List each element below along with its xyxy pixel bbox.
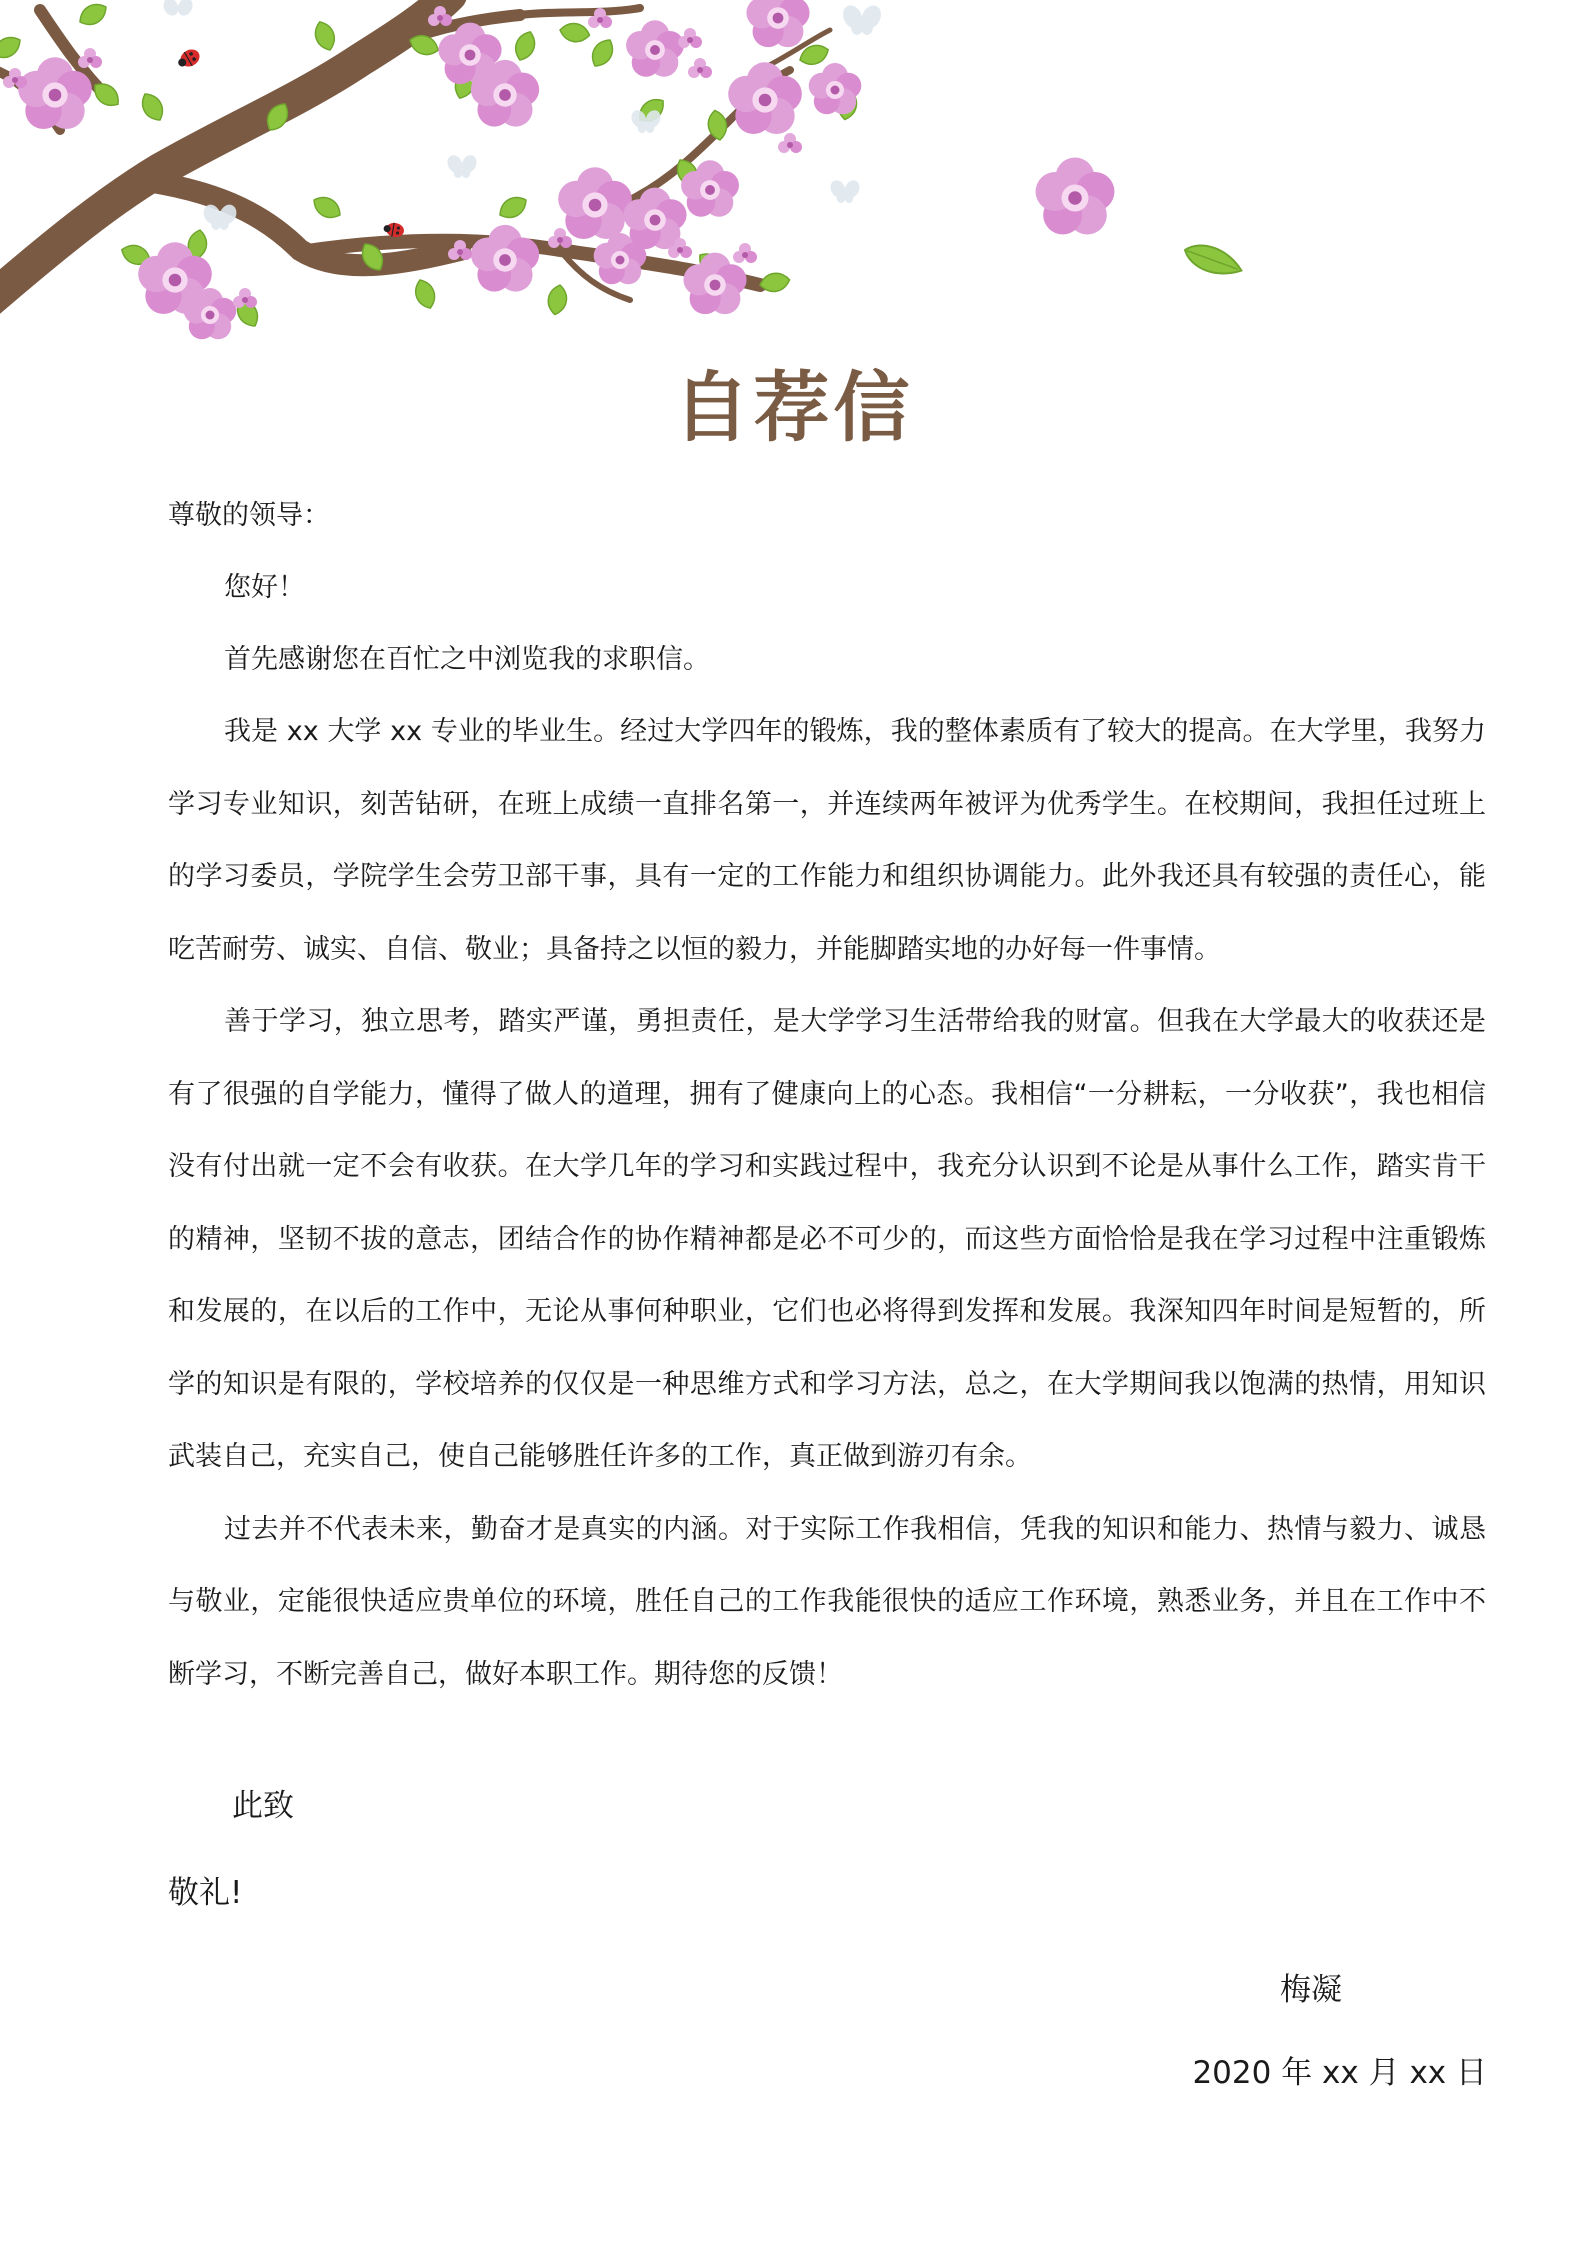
salutation: 尊敬的领导： [168, 500, 330, 531]
ladybug-icon [175, 46, 203, 71]
paragraph-2: 善于学习，独立思考，踏实严谨，勇担责任，是大学学习生活带给我的财富。但我在大学最大的收获还是有了很强的自学能力，懂得了做人的道理，拥有了健康向上的心态。我相信“一分耕耘，一分收获”，我也相信没有付出就一定不会有收获。在大学几年的学习和实践过程中，我充分认识到不论是从事什么工作，踏实肯干的精神，坚韧不拔的意志，团结合作的协作精神都是必不可少的，而这些方面恰恰是我在学习过程中注重锻炼和发展的，在以后的工作中，无论从事何种职业，它们也必将得到发挥和发展。我深知四年时间是短暂的，所学的知识是有限的，学校培养的仅仅是一种思维方式和学习方法，总之，在大学期间我以饱满的热情，用知识武装自己，充实自己，使自己能够胜任许多的工作，真正做到游刃有余。 [168, 1006, 1486, 1472]
paragraph-1: 我是 xx 大学 xx 专业的毕业生。经过大学四年的锻炼，我的整体素质有了较大的提高。在大学里，我努力学习专业知识，刻苦钻研，在班上成绩一直排名第一，并连续两年被评为优秀学生。在校期间，我担任过班上的学习委员，学院学生会劳卫部干事，具有一定的工作能力和组织协调能力。此外我还具有较强的责任心，能吃苦耐劳、诚实、自信、敬业；具备持之以恒的毅力，并能脚踏实地的办好每一件事情。 [168, 716, 1486, 965]
greeting: 您好！ [224, 572, 305, 603]
signature-name: 梅凝 [1280, 1972, 1342, 2008]
page-title: 自荐信 [673, 363, 914, 452]
paragraph-3: 过去并不代表未来，勤奋才是真实的内涵。对于实际工作我相信，凭我的知识和能力、热情与毅力、诚恳与敬业，定能很快适应贵单位的环境，胜任自己的工作我能很快的适应工作环境，熟悉业务，并且在工作中不断学习，不断完善自己，做好本职工作。期待您的反馈！ [168, 1513, 1486, 1690]
letter-body [168, 480, 1486, 1935]
signature-date: 2020 年 xx 月 xx 日 [1192, 2055, 1487, 2091]
intro-line: 首先感谢您在百忙之中浏览我的求职信。 [224, 644, 710, 675]
blossom-branch-illustration [0, 0, 1587, 360]
closing-line-1: 此致 [232, 1788, 294, 1824]
closing-line-2: 敬礼! [168, 1875, 243, 1911]
falling-leaf-icon [1181, 239, 1246, 282]
blossom-icon [1036, 158, 1115, 235]
